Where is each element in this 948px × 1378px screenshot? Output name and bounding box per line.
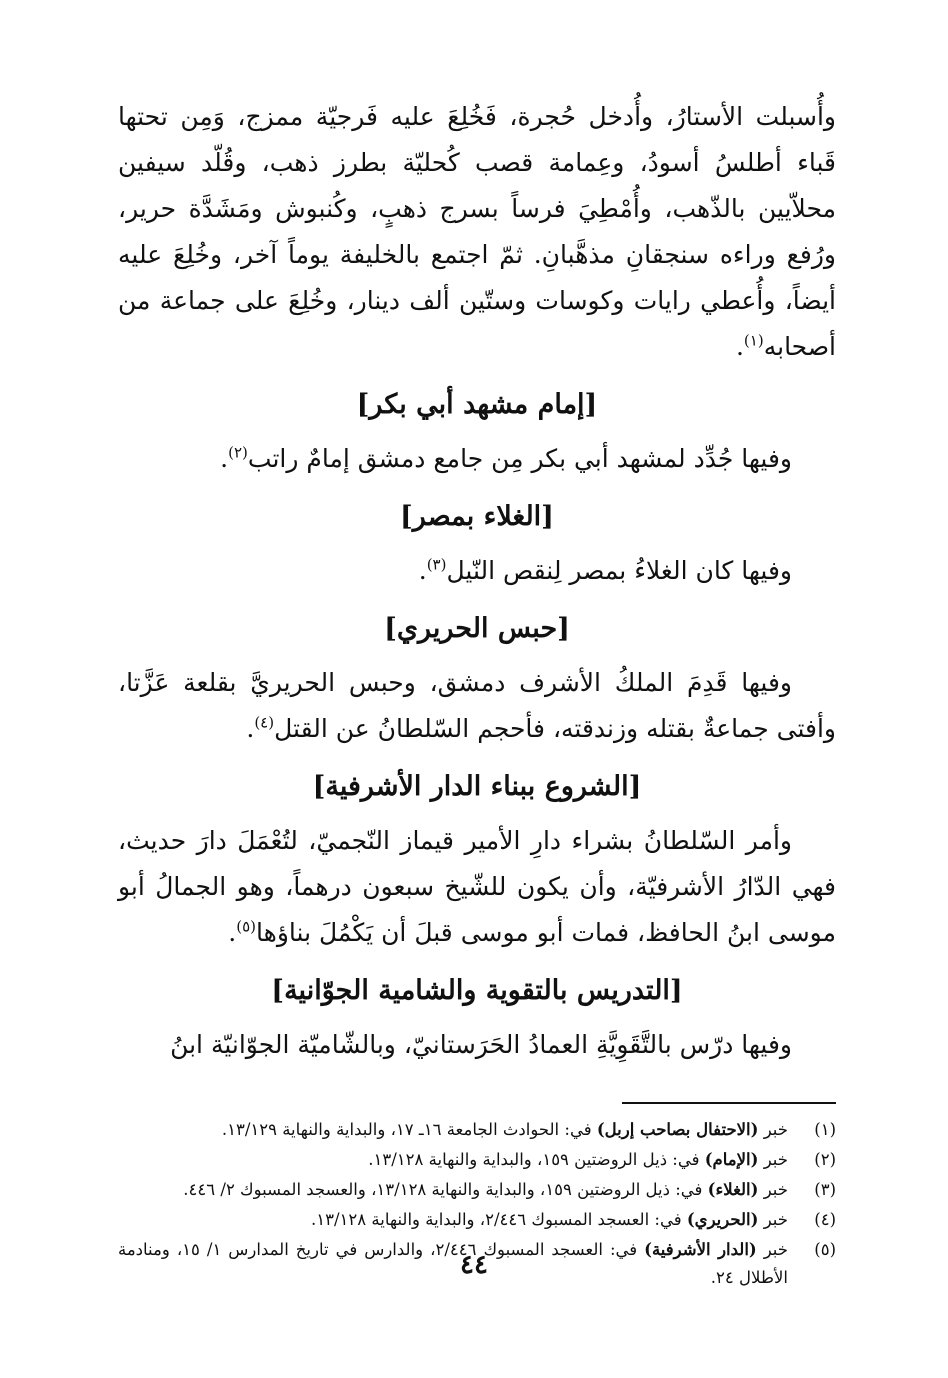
- paragraph: وفيها قَدِمَ الملكُ الأشرف دمشق، وحبس الحريريَّ بقلعة عَزَّتا، وأفتى جماعةٌ بقتله وزندقته، فأحجم السّلطانُ عن القتل$^{(٤)}$.: [118, 668, 836, 743]
- body-text: [118, 94, 836, 1068]
- section-heading: [التدريس بالتقوية والشامية الجوّانية]: [271, 975, 683, 1006]
- section-heading: [إمام مشهد أبي بكر]: [356, 389, 598, 420]
- page-number: ٤٤: [460, 1250, 488, 1280]
- footnote-divider: [622, 1102, 836, 1104]
- section-heading: [حبس الحريري]: [384, 613, 570, 644]
- footnote-number: (٤): [814, 1210, 836, 1229]
- footnote-ref: (١): [743, 331, 764, 350]
- footnote-number: (١): [814, 1120, 836, 1139]
- footnote-number: (٢): [814, 1150, 836, 1169]
- section-heading: [الشروع ببناء الدار الأشرفية]: [312, 771, 642, 802]
- footnote-ref: (٤): [254, 713, 275, 732]
- footnote-ref: (٣): [426, 555, 447, 574]
- paragraph: وفيها درّس بالتَّقَوِيَّةِ العمادُ الحَرَستانيّ، وبالشّاميّة الجوّانيّة ابنُ: [170, 1030, 792, 1059]
- footnote-text: خبر (الإمام) في: ذيل الروضتين ١٥٩، والبداية والنهاية ١٣/١٢٨.: [368, 1150, 788, 1169]
- footnote-ref: (٥): [236, 917, 257, 936]
- footnote-ref: (٢): [228, 443, 248, 462]
- paragraph: وأُسبلت الأستارُ، وأُدخل حُجرة، فَخُلِعَ عليه فَرجيّة ممزج، وَمِن تحتها قَباء أطلسُ أسودُ، وعِمامة قصب كُحليّة بطرز ذهب، وقُلّد سيفين محلاّيين بالذّهب، وأُمْطِيَ فرساً بسرج ذهبٍ، وكُنبوش ومَشَدَّة حرير، ورُفع وراءه سنجقانِ مذهَّبانِ. ثمّ اجتمع بالخليفة يوماً آخر، وخُلِعَ عليه أيضاً، وأُعطي رايات وكوسات وستّين ألف دينار، وخُلِعَ على جماعة من أصحابه$^{(١)}$.: [118, 102, 836, 361]
- footnote-text: خبر (الدار الأشرفية) في: العسجد المسبوك ٢/٤٤٦، والدارس في تاريخ المدارس ١/ ١٥، ومنادمة الأطلال ٢٤.: [118, 1240, 788, 1287]
- footnote-text: خبر (الغلاء) في: ذيل الروضتين ١٥٩، والبداية والنهاية ١٣/١٢٨، والعسجد المسبوك ٢/ ٤٤٦.: [183, 1180, 788, 1199]
- footnote: [118, 1116, 836, 1144]
- footnote-number: (٣): [814, 1180, 836, 1199]
- footnote-number: (٥): [814, 1240, 836, 1259]
- paragraph: وفيها جُدِّد لمشهد أبي بكر مِن جامع دمشق إمامٌ راتب$^{(٢)}$.: [220, 443, 792, 473]
- footnote: [118, 1206, 836, 1234]
- footnote: [118, 1146, 836, 1174]
- paragraph: وفيها كان الغلاءُ بمصر لِنقص النّيل$^{(٣)}$.: [418, 555, 792, 585]
- footnote: [118, 1176, 836, 1204]
- footnote-text: خبر (الاحتفال بصاحب إربل) في: الحوادث الجامعة ١٦ـ ١٧، والبداية والنهاية ١٣/١٢٩.: [221, 1120, 788, 1139]
- paragraph: وأمر السّلطانُ بشراء دارِ الأمير قيماز النّجميّ، لتُعْمَلَ دارَ حديث، فهي الدّارُ الأشرفيّة، وأن يكون للشّيخ سبعون درهماً، وهو الجمالُ أبو موسى ابنُ الحافظ، فمات أبو موسى قبلَ أن يَكْمُلَ بناؤها$^{(٥)}$.: [118, 826, 836, 947]
- footnote-text: خبر (الحريري) في: العسجد المسبوك ٢/٤٤٦، والبداية والنهاية ١٣/١٢٨.: [311, 1210, 788, 1229]
- section-heading: [الغلاء بمصر]: [400, 501, 554, 532]
